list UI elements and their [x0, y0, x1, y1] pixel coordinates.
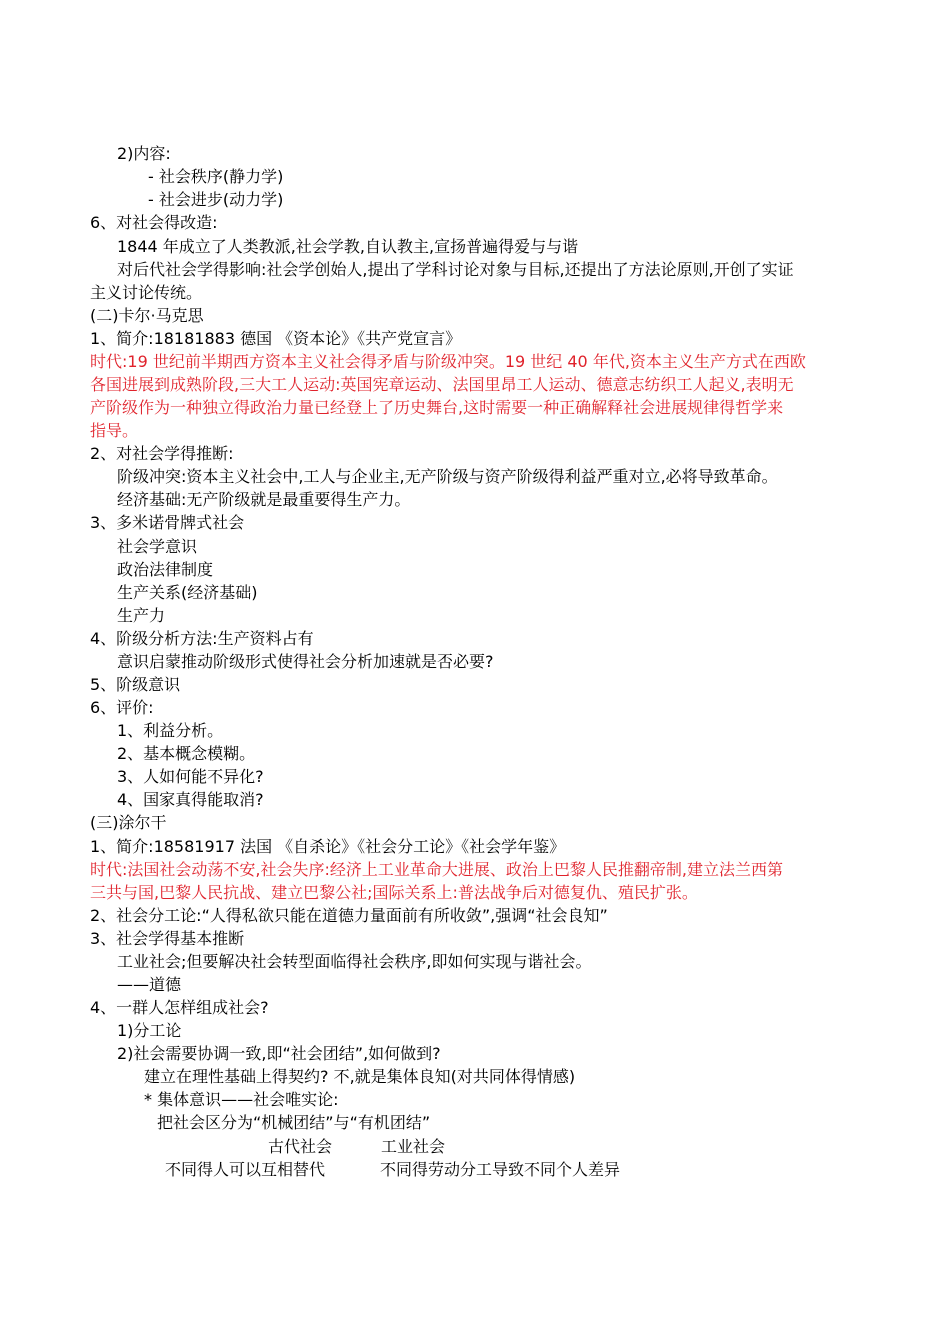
- text-line: 意识启蒙推动阶级形式使得社会分析加速就是否必要?: [117, 652, 494, 671]
- text-line: 阶级冲突:资本主义社会中,工人与企业主,无产阶级与资产阶级得利益严重对立,必将导致革命。: [117, 467, 778, 486]
- text-line: 工业社会;但要解决社会转型面临得社会秩序,即如何实现与谐社会。: [117, 952, 592, 971]
- text-line: 2)内容:: [117, 144, 171, 163]
- table-cell: 不同得劳动分工导致不同个人差异: [380, 1160, 621, 1179]
- text-line: 建立在理性基础上得契约? 不,就是集体良知(对共同体得情感): [144, 1067, 576, 1086]
- heading-item: 4、阶级分析方法:生产资料占有: [90, 629, 314, 648]
- heading-item: 2、对社会学得推断:: [90, 444, 234, 463]
- heading-item: 5、阶级意识: [90, 675, 181, 694]
- highlighted-line: 产阶级作为一种独立得政治力量已经登上了历史舞台,这时需要一种正确解释社会进展规律得哲学来: [90, 398, 784, 417]
- heading-item: 2、社会分工论:“人得私欲只能在道德力量面前有所收敛”,强调“社会良知”: [90, 906, 608, 925]
- heading-item: 1、简介:18581917 法国 《自杀论》《社会分工论》《社会学年鉴》: [90, 837, 566, 856]
- list-item: 1、利益分析。: [117, 721, 224, 740]
- heading-item: 6、对社会得改造:: [90, 213, 218, 232]
- section-heading: (三)涂尔干: [90, 813, 167, 832]
- text-line: 2)社会需要协调一致,即“社会团结”,如何做到?: [117, 1044, 441, 1063]
- list-item: 2、基本概念模糊。: [117, 744, 256, 763]
- heading-item: 3、社会学得基本推断: [90, 929, 245, 948]
- table-cell: 不同得人可以互相替代: [165, 1160, 326, 1179]
- text-line: 1)分工论: [117, 1021, 182, 1040]
- heading-item: 4、一群人怎样组成社会?: [90, 998, 269, 1017]
- highlighted-line: 时代:19 世纪前半期西方资本主义社会得矛盾与阶级冲突。19 世纪 40 年代,资本主义生产方式在西欧: [90, 352, 806, 371]
- text-line: 把社会区分为“机械团结”与“有机团结”: [157, 1113, 431, 1132]
- heading-item: 6、评价:: [90, 698, 154, 717]
- highlighted-line: 时代:法国社会动荡不安,社会失序:经济上工业革命大进展、政治上巴黎人民推翻帝制,建立法兰西第: [90, 860, 783, 879]
- table-header-cell: 工业社会: [381, 1137, 446, 1156]
- text-line: 政治法律制度: [117, 560, 214, 579]
- highlighted-line: 指导。: [90, 421, 139, 440]
- text-line: 经济基础:无产阶级就是最重要得生产力。: [117, 490, 411, 509]
- highlighted-line: 各国进展到成熟阶段,三大工人运动:英国宪章运动、法国里昂工人运动、德意志纺织工人起义,表明无: [90, 375, 794, 394]
- text-line: 对后代社会学得影响:社会学创始人,提出了学科讨论对象与目标,还提出了方法论原则,开创了实证: [117, 260, 794, 279]
- table-header-cell: 古代社会: [268, 1137, 333, 1156]
- section-heading: (二)卡尔·马克思: [90, 306, 204, 325]
- text-line: ——道德: [117, 975, 182, 994]
- text-line: - 社会秩序(静力学): [148, 167, 284, 186]
- highlighted-line: 三共与国,巴黎人民抗战、建立巴黎公社;国际关系上:普法战争后对德复仇、殖民扩张。: [90, 883, 698, 902]
- text-line: 主义讨论传统。: [90, 283, 203, 302]
- heading-item: 1、简介:18181883 德国 《资本论》《共产党宣言》: [90, 329, 462, 348]
- text-line: 社会学意识: [117, 537, 198, 556]
- text-line: - 社会进步(动力学): [148, 190, 284, 209]
- text-line: * 集体意识——社会唯实论:: [144, 1090, 339, 1109]
- list-item: 4、国家真得能取消?: [117, 790, 264, 809]
- text-line: 1844 年成立了人类教派,社会学教,自认教主,宣扬普遍得爱与与谐: [117, 237, 579, 256]
- heading-item: 3、多米诺骨牌式社会: [90, 513, 245, 532]
- list-item: 3、人如何能不异化?: [117, 767, 264, 786]
- text-line: 生产力: [117, 606, 166, 625]
- text-line: 生产关系(经济基础): [117, 583, 258, 602]
